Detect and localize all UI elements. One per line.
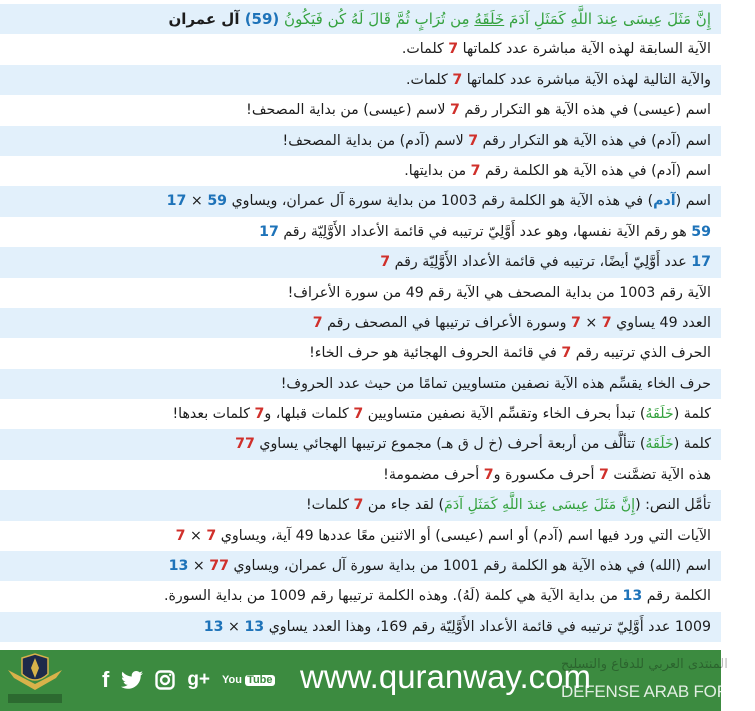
text-segment: 17 xyxy=(166,193,187,210)
text-line xyxy=(0,399,721,429)
text-segment: 7 xyxy=(448,41,459,58)
text-segment: 7 xyxy=(206,527,217,544)
text-segment: الحرف الذي ترتيبه رقم xyxy=(571,345,711,362)
text-segment: أحرف مكسورة و xyxy=(493,466,599,483)
text-segment: 7 xyxy=(561,345,572,362)
text-segment: 17 xyxy=(259,223,279,240)
text-segment: الآيات التي ورد فيها اسم (آدم) أو اسم (عيسى) أو الاثنين معًا عددها 49 آية، ويساوي xyxy=(216,527,711,544)
text-segment: آدم xyxy=(653,193,676,210)
forum-logo-icon xyxy=(4,650,66,708)
text-line xyxy=(0,581,721,611)
text-segment: 7 xyxy=(483,466,494,483)
text-segment: الآية رقم 1003 من بداية المصحف هي الآية رقم 49 من سورة الأعراف! xyxy=(287,284,711,301)
youtube-label-bottom: Tube xyxy=(247,674,273,686)
text-segment: ) في هذه الآية هو الكلمة رقم 1003 من بداية سورة آل عمران، ويساوي xyxy=(227,193,654,210)
text-line xyxy=(0,369,721,399)
text-segment: عدد أَوَّلِيّ أيضًا، ترتيبه في قائمة الأعداد الأَوَّلِيّة رقم xyxy=(390,254,692,271)
text-segment: تأمَّل النص: ( xyxy=(635,497,711,514)
twitter-icon[interactable] xyxy=(121,671,143,689)
text-line xyxy=(0,612,721,642)
article-body xyxy=(0,4,721,642)
text-segment: 13 xyxy=(244,618,265,635)
text-line xyxy=(0,34,721,64)
text-segment: العدد 49 يساوي xyxy=(611,314,711,331)
text-line xyxy=(0,308,721,338)
text-segment: اسم ( xyxy=(675,193,711,210)
text-line xyxy=(0,490,721,520)
text-segment: أحرف مضمومة! xyxy=(383,466,484,483)
text-segment: ) لقد جاء من xyxy=(363,497,445,514)
text-segment: والآية التالية لهذه الآية مباشرة عدد كلماتها xyxy=(462,71,711,88)
text-segment: كلمة ( xyxy=(673,406,711,423)
text-line xyxy=(0,551,721,581)
text-segment: الكلمة رقم xyxy=(642,588,711,605)
text-segment: لاسم (آدم) من بداية المصحف! xyxy=(282,132,469,149)
text-segment: 59 xyxy=(691,223,711,240)
text-line xyxy=(0,126,721,156)
text-segment: × xyxy=(188,558,210,575)
text-segment: 7 xyxy=(254,406,265,423)
text-segment: خَلَقَهُ xyxy=(474,10,505,28)
text-segment: هو رقم الآية نفسها، وهو عدد أَوَّلِيّ ترتيبه في قائمة الأعداد الأَوَّلِيّة رقم xyxy=(278,223,692,240)
text-line xyxy=(0,429,721,459)
verse-line xyxy=(0,4,721,34)
text-segment: إِنَّ مَثَلَ عِيسَى عِندَ اللَّهِ كَمَثَلِ آدَمَ xyxy=(504,10,711,28)
text-line xyxy=(0,247,721,277)
text-segment: اسم (الله) في هذه الآية هو الكلمة رقم 1001 من بداية سورة آل عمران، ويساوي xyxy=(229,558,711,575)
text-segment: 13 xyxy=(168,558,189,575)
text-segment: مِن تُرَابٍ ثُمَّ قَالَ لَهُ كُن فَيَكُونُ xyxy=(279,10,475,28)
youtube-icon[interactable] xyxy=(222,674,275,686)
text-segment: اسم (آدم) في هذه الآية هو الكلمة رقم xyxy=(480,162,711,179)
text-segment: ) تتألَّف من أربعة أحرف (خ ل ق هـ) مجموع ترتيبها الهجائي يساوي xyxy=(254,436,646,453)
text-segment: 7 xyxy=(452,71,463,88)
text-segment: 17 xyxy=(691,254,711,271)
text-segment: 7 xyxy=(570,314,581,331)
text-segment: اسم (عيسى) في هذه الآية هو التكرار رقم xyxy=(459,102,711,119)
watermark-english: DEFENSE ARAB FORUM xyxy=(561,682,755,701)
text-segment: في قائمة الحروف الهجائية هو حرف الخاء! xyxy=(309,345,562,362)
instagram-icon[interactable] xyxy=(155,670,175,690)
text-line xyxy=(0,278,721,308)
text-segment: 13 xyxy=(203,618,224,635)
text-segment: × xyxy=(223,618,245,635)
text-segment: كلمات بعدها! xyxy=(172,406,255,423)
text-segment: 7 xyxy=(598,466,609,483)
text-segment: لاسم (عيسى) من بداية المصحف! xyxy=(246,102,451,119)
text-segment: 7 xyxy=(601,314,612,331)
text-segment: 7 xyxy=(353,406,364,423)
text-segment: هذه الآية تضمَّنت xyxy=(608,466,711,483)
text-segment: اسم (آدم) في هذه الآية هو التكرار رقم xyxy=(478,132,711,149)
text-segment: خَلَقَهُ xyxy=(645,406,674,423)
text-segment: ) تبدأ بحرف الخاء وتقسِّم الآية نصفين متساويين xyxy=(363,406,646,423)
website-url[interactable]: www.quranway.com xyxy=(300,658,591,695)
text-segment: 1009 عدد أَوَّلِيّ ترتيبه في قائمة الأعداد الأَوَّلِيّة رقم 169، وهذا العدد يساوي xyxy=(264,618,711,635)
google-plus-icon[interactable]: g+ xyxy=(187,669,211,690)
text-segment: كلمات! xyxy=(305,497,354,514)
text-segment: 7 xyxy=(312,314,323,331)
text-segment: وسورة الأعراف ترتيبها في المصحف رقم xyxy=(322,314,571,331)
text-segment: 59 xyxy=(207,193,228,210)
text-segment: × xyxy=(186,193,208,210)
text-segment: 7 xyxy=(175,527,186,544)
text-segment: من بداية الآية هي كلمة (لَهُ). وهذه الكلمة ترتيبها رقم 1009 من بداية السورة. xyxy=(163,588,623,605)
text-line xyxy=(0,521,721,551)
text-line xyxy=(0,65,721,95)
text-segment: كلمات. xyxy=(405,71,453,88)
text-segment: 7 xyxy=(450,102,460,119)
watermark-arabic: المنتدى العربي للدفاع والتسليح xyxy=(561,657,728,672)
text-segment: آل عمران xyxy=(168,10,245,28)
text-segment: الآية السابقة لهذه الآية مباشرة عدد كلماتها xyxy=(458,41,711,58)
text-segment: 77 xyxy=(209,558,230,575)
text-line xyxy=(0,95,721,125)
text-segment: كلمات. xyxy=(401,41,449,58)
text-line xyxy=(0,217,721,247)
text-line xyxy=(0,338,721,368)
text-segment: (59) xyxy=(244,10,280,28)
text-segment: 13 xyxy=(622,588,643,605)
text-line xyxy=(0,186,721,216)
youtube-label-top: You xyxy=(222,674,242,686)
text-segment: 7 xyxy=(470,162,481,179)
text-segment: × xyxy=(185,527,207,544)
text-segment: 7 xyxy=(468,132,479,149)
text-segment: 7 xyxy=(353,497,364,514)
text-segment: 77 xyxy=(235,436,255,453)
text-segment: كلمات قبلها، و xyxy=(264,406,354,423)
text-segment: حرف الخاء يقسِّم هذه الآية نصفين متساويين تمامًا من حيث عدد الحروف! xyxy=(280,375,711,392)
facebook-icon[interactable]: f xyxy=(102,667,110,692)
text-segment: × xyxy=(580,314,602,331)
text-segment: خَلَقَهُ xyxy=(645,436,674,453)
text-line xyxy=(0,156,721,186)
text-segment: من بدايتها. xyxy=(404,162,471,179)
social-icons xyxy=(102,666,275,694)
text-segment: 7 xyxy=(380,254,391,271)
text-segment: إِنَّ مَثَلَ عِيسَى عِندَ اللَّهِ كَمَثَلِ آدَمَ xyxy=(444,497,636,514)
text-line xyxy=(0,460,721,490)
text-segment: كلمة ( xyxy=(673,436,711,453)
